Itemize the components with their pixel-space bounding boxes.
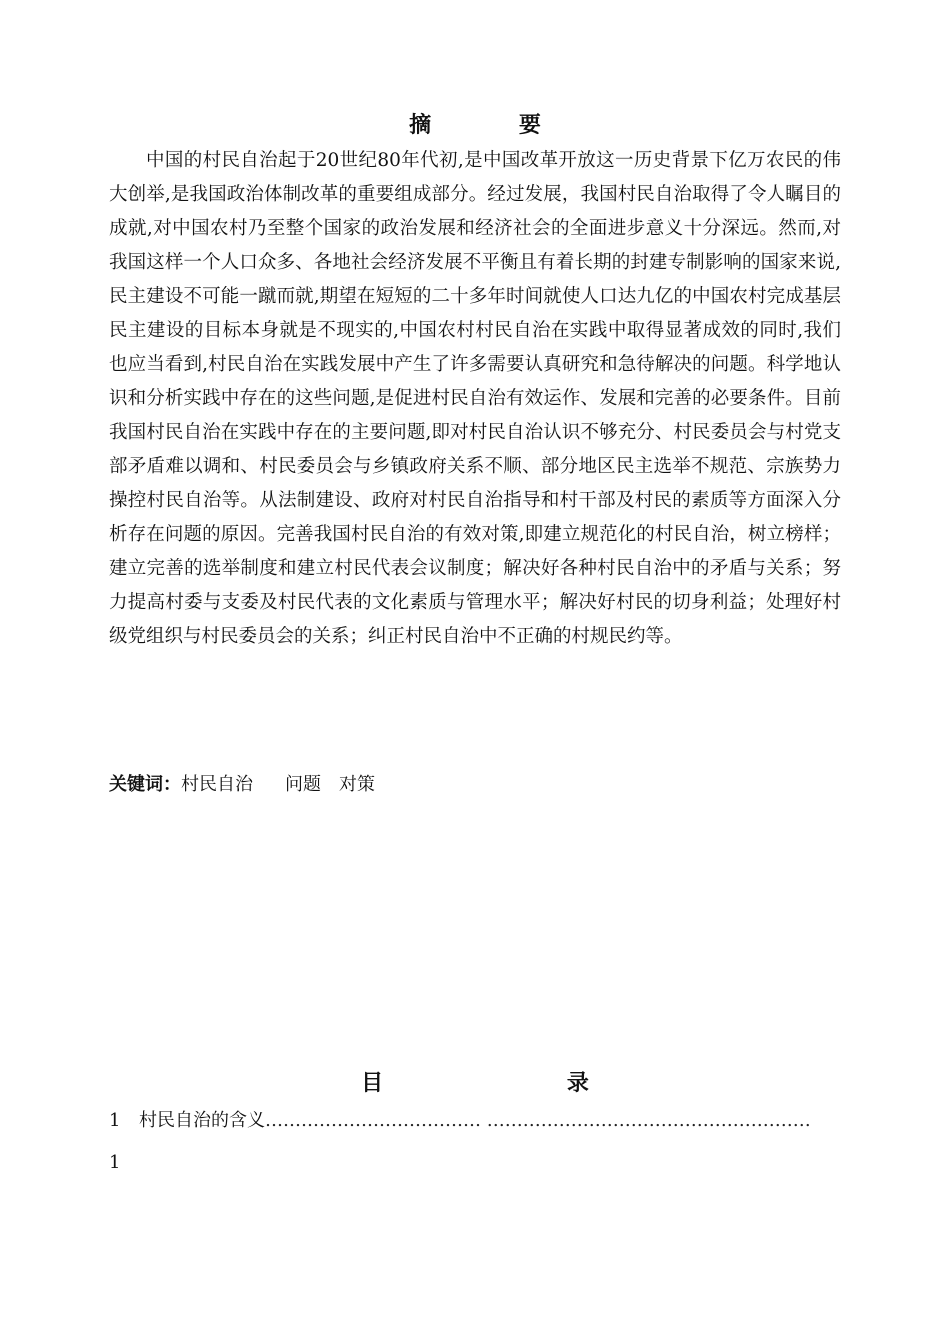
abstract-body: 中国的村民自治起于20世纪80年代初,是中国改革开放这一历史背景下亿万农民的伟大创举,是我国政治体制改革的重要组成部分。经过发展，我国村民自治取得了令人瞩目的成就,对中国农村乃至整个国家的政治发展和经济社会的全面进步意义十分深远。然而,对我国这样一个人口众多、各地社会经济发展不平衡且有着长期的封建专制影响的国家来说,民主建设不可能一蹴而就,期望在短短的二十多年时间就使人口达九亿的中国农村完成基层民主建设的目标本身就是不现实的,中国农村村民自治在实践中取得显著成效的同时,我们也应当看到,村民自治在实践发展中产生了许多需要认真研究和急待解决的问题。科学地认识和分析实践中存在的这些问题,是促进村民自治有效运作、发展和完善的必要条件。目前我国村民自治在实践中存在的主要问题,即对村民自治认识不够充分、村民委员会与村党支部矛盾难以调和、村民委员会与乡镇政府关系不顺、部分地区民主选举不规范、宗族势力操控村民自治等。从法制建设、政府对村民自治指导和村干部及村民的素质等方面深入分析存在问题的原因。完善我国村民自治的有效对策,即建立规范化的村民自治，树立榜样；建立完善的选举制度和建立村民代表会议制度；解决好各种村民自治中的矛盾与关系；努力提高村委与支委及村民代表的文化素质与管理水平；解决好村民的切身利益；处理好村级党组织与村民委员会的关系；纠正村民自治中不正确的村规民约等。 [109,150,841,647]
toc-entry-number: 1 [109,1110,121,1131]
keywords-label: 关键词： [109,774,181,795]
toc-entry-label: 村民自治的含义 [139,1110,265,1131]
keyword-3: 对策 [339,774,375,795]
toc-entry[interactable] [109,1106,841,1136]
toc-page-number: 1 [109,1152,121,1173]
abstract-title: 摘 要 [409,113,581,138]
keyword-1: 村民自治 [181,774,253,795]
keyword-2: 问题 [285,774,321,795]
keywords-line [109,770,375,800]
toc-title: 目 录 [361,1071,677,1096]
toc-entry-leader: ……………………………… ……………………………………………… [265,1110,811,1131]
